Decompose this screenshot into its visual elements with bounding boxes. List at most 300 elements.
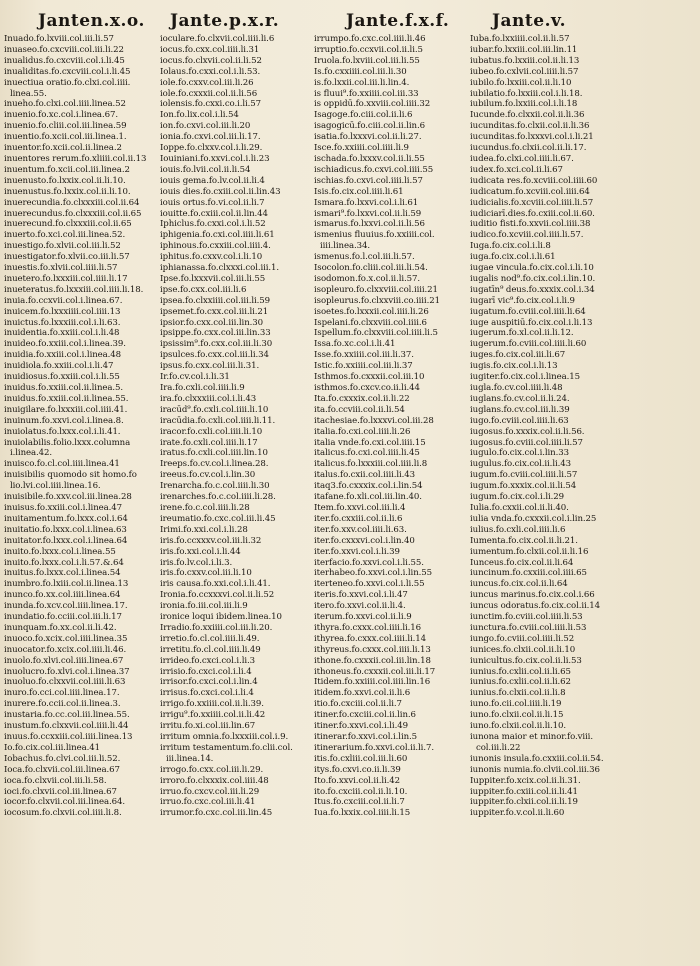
index-entry: Iruola.fo.lxviii.col.iii.li.55 — [314, 55, 420, 66]
index-entry: iudiciarī.dies.fo.cxiii.col.ii.60. — [470, 208, 595, 219]
index-entry: iudicialis.fo.xcviii.col.iiii.li.57 — [470, 197, 594, 208]
column-heading: Jante.v. — [492, 11, 567, 31]
index-entry: iunices.fo.clxii.col.ii.li.10 — [470, 644, 576, 655]
index-entry: italia.fo.cxi.col.iiii.li.26 — [314, 426, 411, 437]
index-entry: inuito.fo.lxxx.col.i.linea.55 — [4, 546, 116, 557]
index-entry: iterum.fo.xxvi.col.ii.li.9 — [314, 612, 412, 623]
index-entry: Ispellum.fo.clxxviii.col.iiii.li.5 — [314, 328, 438, 339]
index-entry: inuitatio.fo.lxxx.col.i.linea.63 — [4, 524, 127, 535]
index-entry: iuno.fo.cii.col.iiii.li.19 — [470, 699, 562, 710]
index-entry: iouis dies.fo.cxiii.col.ii.lin.43 — [160, 186, 281, 197]
index-entry: inuoco.fo.xcix.col.iiii.linea.35 — [4, 633, 128, 644]
index-entry: ipsippe.fo.cxx.col.iii.lin.33 — [160, 328, 271, 339]
index-entry: Is.fo.cxxiiii.col.iii.li.30 — [314, 66, 407, 77]
index-entry: inundatio.fo.cciii.col.iii.li.17 — [4, 612, 122, 623]
index-entry: Iolaus.fo.cxxi.col.i.li.53. — [160, 66, 261, 77]
index-entry: Ioppe.fo.clxxv.col.i.li.29. — [160, 143, 263, 154]
index-entry: iugalis nod⁹.fo.cix.col.i.lin.10. — [470, 273, 596, 284]
index-entry: ipsulces.fo.cxx.col.iii.li.34 — [160, 350, 269, 361]
index-entry: iocosum.fo.clxvii.col.iiii.li.8. — [4, 808, 122, 819]
index-entry: iris.fo.ccxxxv.col.iii.li.32 — [160, 535, 262, 546]
index-entry: isodomon.fo.x.col.ii.li.57. — [314, 273, 421, 284]
index-entry: iii.linea.14. — [166, 753, 214, 764]
index-entry: Iouiniani.fo.xxvi.col.i.li.23 — [160, 153, 270, 164]
index-entry: iugarī vic⁹.fo.cix.col.i.li.9 — [470, 295, 575, 306]
index-entry: italicus.fo.cxi.col.iiii.li.45 — [314, 448, 420, 459]
index-entry: iubeo.fo.cxlvii.col.iiii.li.57 — [470, 66, 579, 77]
index-entry: iuge auspitiū.fo.cix.col.i.li.13 — [470, 317, 593, 328]
index-entry: iuncus.fo.cix.col.ii.li.64 — [470, 579, 568, 590]
index-entry: inuenustus.fo.lxxix.col.ii.li.10. — [4, 186, 131, 197]
index-entry: iunius.fo.cxlii.col.ii.li.62 — [470, 677, 571, 688]
index-entry: italia vnde.fo.cxi.col.iiii.15 — [314, 437, 426, 448]
index-entry: iugum.fo.cix.col.i.li.29 — [470, 492, 564, 503]
index-entry: iuncinum.fo.cxxiii.col.iiii.65 — [470, 568, 587, 579]
index-entry: Ireeps.fo.cv.col.i.linea.28. — [160, 459, 269, 470]
index-entry: itiner.fo.cxciii.col.ii.lin.6 — [314, 710, 416, 721]
index-entry: irrumpo.fo.cxc.col.iiii.li.46 — [314, 34, 426, 44]
index-entry: iole.fo.cxxv.col.iii.li.26 — [160, 77, 254, 88]
index-entry: ionia.fo.cxvi.col.iii.li.17. — [160, 132, 261, 143]
index-entry: iracūdia.fo.cxli.col.iiii.li.11. — [160, 415, 276, 426]
index-entry: inustum.fo.clxxvii.col.iiii.li.44 — [4, 721, 129, 732]
index-entry: Iuba.fo.lxxiiii.col.ii.li.57 — [470, 34, 570, 44]
index-entry: inuerecundia.fo.clxxxiii.col.ii.64 — [4, 197, 140, 208]
index-entry: ithone.fo.cxxxii.col.iii.lin.18 — [314, 655, 431, 666]
index-entry: itafane.fo.xli.col.iii.lin.40. — [314, 492, 422, 503]
index-entry: iiii.linea.34. — [320, 241, 370, 252]
index-entry: iris causa.fo.xxi.col.i.li.41. — [160, 579, 271, 590]
index-entry: ismenius fluuius.fo.xxiiii.col. — [314, 230, 435, 241]
index-entry: ironia.fo.iii.col.iii.li.9 — [160, 601, 248, 612]
index-entry: Itidem.fo.xxiiii.col.iiii.lin.16 — [314, 677, 431, 688]
index-entry: inuectiua oratio.fo.clxi.col.iiii. — [4, 77, 131, 88]
index-entry: Istic.fo.xxiiii.col.iii.li.37 — [314, 361, 413, 372]
index-entry: Iumenta.fo.cix.col.ii.li.21. — [470, 535, 578, 546]
index-entry: itaq3.fo.cxxxix.col.i.lin.54 — [314, 481, 423, 492]
column-heading: Jante.p.x.r. — [170, 11, 280, 31]
index-entry: iubatus.fo.lxxiii.col.ii.li.13 — [470, 55, 580, 66]
index-entry: Ira.fo.cxli.col.iiii.li.9 — [160, 383, 245, 393]
index-entry: irene.fo.c.col.iiii.li.28 — [160, 502, 250, 513]
index-entry: inualiditas.fo.cxcviii.col.i.li.45 — [4, 66, 131, 77]
index-entry: ioca.fo.clxvii.col.iii.li.58. — [4, 775, 107, 786]
index-entry: ismari⁹.fo.lxxvi.col.ii.li.59 — [314, 208, 422, 219]
index-entry: iucundus.fo.clxii.col.ii.li.17. — [470, 143, 587, 154]
index-entry: iugerum.fo.cviii.col.iiii.li.60 — [470, 339, 587, 350]
index-column-3 — [314, 8, 474, 819]
index-entry: iudea.fo.clxi.col.iiii.li.67. — [470, 153, 574, 164]
index-entry: irrisus.fo.cxci.col.i.li.4 — [160, 688, 254, 699]
index-entry: inuidiola.fo.xxiii.col.i.li.47 — [4, 361, 114, 372]
index-entry: iterfacio.fo.xxvi.col.i.li.55. — [314, 557, 424, 568]
index-entry: inuito.fo.lxxx.col.i.li.57.&.64 — [4, 557, 124, 568]
index-entry: iudex.fo.xci.col.ii.li.67 — [470, 164, 563, 175]
index-entry: ipsea.fo.clxxiiii.col.iii.li.59 — [160, 295, 271, 306]
index-entry: iugatīn⁹ deus.fo.xxxix.col.i.34 — [470, 284, 595, 295]
index-entry: iphianassa.fo.clxxxi.col.iii.1. — [160, 263, 280, 274]
index-column-2 — [160, 8, 338, 819]
index-entry: iouitte.fo.cxiii.col.ii.lin.44 — [160, 208, 268, 219]
index-entry: iugla.fo.cv.col.iiii.li.48 — [470, 383, 563, 393]
index-entry: iphinous.fo.cxxiii.col.iiii.4. — [160, 241, 271, 252]
index-entry: itis.fo.cxliii.col.iii.li.60 — [314, 753, 408, 764]
index-entry: inueteratus.fo.lxxxiii.col.iiii.li.18. — [4, 284, 144, 295]
index-entry: ithyra.fo.cxxx.col.iiii.li.16 — [314, 622, 422, 633]
index-entry: irrideo.fo.cxci.col.i.li.3 — [160, 655, 255, 666]
index-entry: Ir.fo.cv.col.i.li.31 — [160, 372, 230, 383]
index-entry: inuerecund.fo.clxxxiii.col.ii.65 — [4, 219, 132, 230]
index-entry: itiner.fo.xxvi.col.i.li.49 — [314, 721, 408, 732]
index-entry: iugatum.fo.cviii.col.iiii.li.64 — [470, 306, 586, 317]
index-entry: iunona maior et minor.fo.viii. — [470, 732, 593, 742]
index-entry: iole.fo.cxxxii.col.ii.li.56 — [160, 88, 258, 99]
index-entry: iratus.fo.cxli.col.iiii.lin.10 — [160, 448, 268, 459]
index-entry: Isthmos.fo.cxxxii.col.iii.10 — [314, 372, 425, 383]
index-entry: iulia vnda.fo.cxxxii.col.i.lin.25 — [470, 513, 597, 524]
index-entry: ithyreus.fo.cxxx.col.iiii.li.13 — [314, 644, 431, 655]
index-entry: italicus.fo.lxxxiii.col.iiii.li.8 — [314, 459, 428, 470]
index-entry: inuolucro.fo.xlvi.col.i.linea.37 — [4, 666, 130, 677]
index-entry: inuigilare.fo.lxxxiii.col.iiii.41. — [4, 404, 128, 415]
index-entry: ipsus.fo.cxx.col.iii.li.31. — [160, 361, 260, 372]
index-entry: inuisibilis quomodo sit homo.fo — [4, 470, 137, 481]
index-entry: iter.fo.cxxxvi.col.i.lin.40 — [314, 535, 415, 546]
index-entry: iugis.fo.cix.col.i.li.13 — [470, 361, 558, 372]
index-entry: inumbro.fo.lxiii.col.ii.linea.13 — [4, 579, 129, 590]
index-entry: irrumor.fo.cxc.col.iii.lin.45 — [160, 808, 273, 819]
index-entry: ira.fo.clxxxiii.col.i.li.43 — [160, 393, 257, 404]
index-entry: irrisio.fo.cxci.col.i.li.4 — [160, 666, 252, 677]
index-entry: ita.fo.ccviii.col.ii.li.54 — [314, 404, 405, 415]
index-entry: ithyrea.fo.cxxx.col.iiii.li.14 — [314, 633, 427, 644]
index-entry: inuerecundus.fo.clxxxiii.col.ii.65 — [4, 208, 142, 219]
index-entry: iuditio fisti.fo.xxvii.col.iiii.38 — [470, 219, 591, 230]
index-entry: iubilatio.fo.lxxiii.col.i.li.18. — [470, 88, 583, 99]
index-entry: Ironia.fo.ccxxxvi.col.ii.li.52 — [160, 590, 275, 601]
index-entry: inuaseo.fo.cxcviii.col.iii.li.22 — [4, 44, 124, 55]
index-entry: itio.fo.cxciii.col.ii.li.7 — [314, 699, 402, 710]
index-entry: inuisibile.fo.xxv.col.iii.linea.28 — [4, 492, 132, 503]
index-entry: irruo.fo.cxcv.col.iii.li.29 — [160, 786, 260, 797]
index-entry: ischias.fo.cxvi.col.iiii.li.57 — [314, 175, 423, 186]
index-entry: is fluui⁹.fo.xxiiii.col.iii.33 — [314, 88, 419, 99]
index-entry: irretitu.fo.cl.col.iiii.li.49 — [160, 644, 261, 655]
index-entry: iris.fo.xxi.col.i.li.44 — [160, 546, 241, 557]
index-entry: irruptio.fo.ccxvii.col.ii.li.5 — [314, 44, 423, 55]
index-entry: inurere.fo.ccii.col.ii.linea.3. — [4, 699, 121, 710]
index-entry: iolensis.fo.cxxi.co.i.li.57 — [160, 99, 262, 110]
index-entry: Iuppiter.fo.xcix.col.ii.li.31. — [470, 775, 581, 786]
index-entry: Ismara.fo.lxxvi.col.i.li.61 — [314, 197, 419, 208]
index-entry: irrisor.fo.cxci.col.i.lin.4 — [160, 677, 258, 688]
index-entry: irritu.fo.xi.col.iii.lin.67 — [160, 721, 256, 732]
index-entry: ipsissim⁹.fo.cxx.col.iii.li.30 — [160, 339, 273, 350]
index-entry: Item.fo.xxvi.col.iii.li.4 — [314, 502, 406, 513]
index-entry: inunda.fo.xcv.col.iiii.linea.17. — [4, 601, 128, 612]
index-entry: irruo.fo.cxc.col.iii.li.41 — [160, 797, 256, 808]
index-entry: Ipse.fo.lxxxvii.col.iii.li.55 — [160, 273, 266, 284]
index-entry: irretio.fo.cl.col.iiii.li.49. — [160, 633, 260, 644]
index-entry: iteris.fo.xxvi.col.i.li.47 — [314, 590, 408, 601]
index-entry: inuisco.fo.cl.col.iiii.linea.41 — [4, 459, 120, 470]
index-entry: inuisus.fo.xxiii.col.i.linea.47 — [4, 502, 123, 513]
index-entry: inuitus.fo.lxxx.col.i.linea.54 — [4, 568, 121, 579]
index-entry: inustaria.fo.cc.col.iii.linea.55. — [4, 710, 130, 721]
index-entry: iuppiter.fo.v.col.ii.li.60 — [470, 808, 565, 819]
index-entry: inuidia.fo.xxiii.col.i.linea.48 — [4, 350, 122, 361]
index-entry: Itus.fo.cxciii.col.ii.li.7 — [314, 797, 405, 808]
index-entry: iris.fo.cxxv.col.iii.li.10 — [160, 568, 252, 579]
index-entry: inuoluo.fo.clxxvii.col.iiii.li.63 — [4, 677, 126, 688]
index-entry: inuenusto.fo.lxxix.col.ii.li.10. — [4, 175, 126, 186]
index-entry: irrigo.fo.xxiiii.col.ii.li.39. — [160, 699, 264, 710]
index-entry: Isce.fo.xxiiii.col.iiii.li.9 — [314, 143, 409, 154]
index-entry: iuppiter.fo.clxii.col.ii.li.19 — [470, 797, 578, 808]
index-entry: iuglans.fo.cv.col.iii.li.39 — [470, 404, 570, 415]
index-entry: isthmos.fo.cxcv.co.ii.li.44 — [314, 383, 420, 393]
index-entry: inunco.fo.xx.col.iiii.linea.64 — [4, 590, 121, 601]
index-entry: inueho.fo.clxi.col.iiii.linea.52 — [4, 99, 126, 110]
index-entry: Iucunde.fo.clxxii.col.ii.li.36 — [470, 110, 585, 121]
index-entry: iocus.fo.clxvii.col.ii.li.52 — [160, 55, 262, 66]
index-entry: inuolo.fo.xlvi.col.iiii.linea.67 — [4, 655, 124, 666]
index-entry: iunonis numia.fo.clvii.col.iii.36 — [470, 764, 600, 775]
index-entry: ireeus.fo.cv.col.i.lin.30 — [160, 470, 256, 481]
index-entry: inuentor.fo.xcii.col.ii.linea.2 — [4, 143, 122, 154]
index-entry: iugulus.fo.cix.col.ii.li.43 — [470, 459, 571, 470]
index-entry: inuestigator.fo.xlvii.co.iii.li.57 — [4, 252, 130, 263]
index-entry: iulius.fo.cxli.col.iiii.li.6 — [470, 524, 566, 535]
index-entry: itys.fo.cxvi.co.ii.li.39 — [314, 764, 401, 775]
column-heading: Janten.x.o. — [38, 11, 145, 31]
index-entry: ito.fo.cxciii.col.ii.li.10. — [314, 786, 408, 797]
index-entry: isopleurus.fo.clxxviii.co.iiii.21 — [314, 295, 440, 306]
index-entry: iphigenia.fo.cxi.col.iiii.li.61 — [160, 230, 275, 241]
index-entry: Irradio.fo.xxiiii.col.iii.li.20. — [160, 622, 273, 633]
index-entry: iubilo.fo.lxxiii.col.ii.li.10 — [470, 77, 572, 88]
index-entry: iter.fo.cxxiii.col.ii.li.6 — [314, 513, 403, 524]
index-entry: iunctura.fo.cviii.col.iiii.li.53 — [470, 622, 587, 633]
index-entry: Iphiclus.fo.cxxi.col.i.li.52 — [160, 219, 266, 230]
index-entry: Ito.fo.xxvi.col.ii.li.42 — [314, 775, 401, 786]
index-entry: ipsior.fo.cxx.col.iii.lin.30 — [160, 317, 263, 328]
index-entry: is.fo.lxxii.col.iii.li.lin.4. — [314, 77, 410, 88]
index-entry: Iua.fo.lxxix.col.iiii.li.15 — [314, 808, 411, 819]
index-entry: iudicatum.fo.xcviii.col.iiii.64 — [470, 186, 590, 197]
index-entry: ioculare.fo.clxvii.col.iiii.li.6 — [160, 34, 275, 44]
index-entry: inuiolabilis.folio.lxxx.columna — [4, 437, 131, 448]
index-entry: inuerto.fo.xci.col.iii.linea.52. — [4, 230, 126, 241]
index-entry: iugo.fo.cviii.col.iiii.li.63 — [470, 415, 569, 426]
index-entry: inuidus.fo.xxiii.col.ii.linea.5. — [4, 383, 124, 393]
index-entry: ischada.fo.lxxxv.col.ii.li.55 — [314, 153, 425, 164]
index-entry: iugae vincula.fo.cix.col.i.li.10 — [470, 263, 594, 274]
index-entry: Iunceus.fo.cix.col.ii.li.64 — [470, 557, 574, 568]
index-entry: inuidus.fo.xxiii.col.ii.linea.55. — [4, 393, 129, 404]
index-entry: iunctim.fo.cviii.col.iiii.li.53 — [470, 612, 583, 623]
index-entry: iudico.fo.xcviii.col.iiii.li.57. — [470, 230, 584, 241]
index-entry: ipsemet.fo.cxx.col.iii.li.21 — [160, 306, 269, 317]
column-heading: Jante.f.x.f. — [346, 11, 450, 31]
index-entry: iumentum.fo.clxii.col.ii.li.16 — [470, 546, 589, 557]
index-entry: iter.fo.xxv.col.iiii.li.63. — [314, 524, 407, 535]
index-entry: Isse.fo.xxiiii.col.iii.li.37. — [314, 350, 414, 361]
index-entry: iugulo.fo.cix.col.i.lin.33 — [470, 448, 569, 459]
index-entry: itinerarium.fo.xxvi.col.ii.li.7. — [314, 742, 434, 753]
index-entry: iocor.fo.clxvii.col.iii.linea.64. — [4, 797, 126, 808]
index-entry: iunicultus.fo.cix.col.ii.li.53 — [470, 655, 582, 666]
index-entry: isoetes.fo.lxxxii.col.iiii.li.26 — [314, 306, 429, 317]
index-entry: iucunditas.fo.lxxxvi.col.i.li.21 — [470, 132, 594, 143]
index-entry: col.iii.li.22 — [476, 742, 521, 753]
index-entry: iugum.fo.xxxix.col.ii.li.54 — [470, 481, 577, 492]
index-column-1 — [4, 8, 164, 819]
index-entry: iris.fo.lv.col.i.li.3. — [160, 557, 233, 568]
index-entry: inunquam.fo.xx.col.ii.li.42. — [4, 622, 117, 633]
index-entry: iouis ortus.fo.vi.col.ii.li.7 — [160, 197, 265, 208]
index-entry: inuideo.fo.xxiii.col.i.linea.39. — [4, 339, 126, 350]
index-entry: inuetero.fo.lxxxiii.col.iiii.li.17 — [4, 273, 128, 284]
index-entry: itero.fo.xxvi.col.ii.li.4. — [314, 601, 406, 612]
index-entry: Isagoge.fo.ciii.col.ii.li.6 — [314, 110, 413, 121]
index-entry: iracūd⁹.fo.cxli.col.iiii.li.10 — [160, 404, 269, 415]
index-entry: inuitator.fo.lxxx.col.i.linea.64 — [4, 535, 128, 546]
index-entry: iouis.fo.lvii.col.ii.li.54 — [160, 164, 251, 175]
index-entry: Ion.fo.lix.col.i.li.54 — [160, 110, 239, 121]
index-entry: iugosus.fo.cviii.col.iiii.li.57 — [470, 437, 583, 448]
index-entry: inuus.fo.ccxxiii.col.iiii.linea.13 — [4, 732, 133, 742]
index-entry: iuppiter.fo.cxiii.col.ii.li.41 — [470, 786, 578, 797]
entry-list — [4, 34, 164, 819]
index-entry: iubar.fo.lxxiii.col.iii.lin.11 — [470, 44, 578, 55]
entry-list — [314, 34, 474, 819]
index-entry: ismarus.fo.lxxvi.col.ii.li.56 — [314, 219, 425, 230]
index-entry: iouis gema.fo.lv.col.ii.li.4 — [160, 175, 265, 186]
index-entry: iugerum.fo.xl.col.ii.li.12. — [470, 328, 574, 339]
index-entry: iter.fo.xxvi.col.i.li.39 — [314, 546, 400, 557]
index-entry: iuno.fo.clxii.col.ii.li.10. — [470, 721, 567, 732]
index-entry: i.linea.42. — [10, 448, 53, 459]
index-entry: ion.fo.cxvi.col.iii.li.20 — [160, 121, 251, 132]
index-entry: iphitus.fo.cxxv.col.i.li.10 — [160, 252, 263, 263]
index-entry: irenarches.fo.c.col.iiii.li.28. — [160, 492, 276, 503]
index-entry: inuidiosus.fo.xxiii.col.i.li.55 — [4, 372, 120, 383]
index-entry: irrogo.fo.cxx.col.iii.li.29. — [160, 764, 264, 775]
index-entry: itachesiae.fo.lxxxvi.col.iii.28 — [314, 415, 434, 426]
index-entry: iterteneo.fo.xxvi.col.i.li.55 — [314, 579, 425, 590]
index-entry: Iobachus.fo.clvi.col.iii.li.52. — [4, 753, 121, 764]
index-entry: iocus.fo.cxx.col.iiii.li.31 — [160, 44, 260, 55]
index-entry: Issa.fo.xc.col.i.li.41 — [314, 339, 396, 350]
index-entry: inuocator.fo.xcix.col.iiii.li.46. — [4, 644, 127, 655]
index-entry: iugiter.fo.cix.col.i.linea.15 — [470, 372, 580, 383]
index-entry: inuinum.fo.xxvi.col.i.linea.8. — [4, 415, 124, 426]
index-entry: isopleuro.fo.clxxviii.col.iiii.21 — [314, 284, 438, 295]
index-entry: iuncus marinus.fo.cix.col.i.66 — [470, 590, 595, 601]
index-entry: ipse.fo.cxx.col.iii.li.6 — [160, 284, 247, 295]
index-entry: iudicata res.fo.xcviii.col.iiii.60 — [470, 175, 598, 186]
index-entry: Iulia.fo.cxxii.col.ii.li.40. — [470, 502, 569, 513]
index-entry: inuenio.fo.xc.col.i.linea.67. — [4, 110, 118, 121]
index-entry: ioci.fo.clxvii.col.iii.linea.67 — [4, 786, 117, 797]
index-entry: Ita.fo.cxxxix.col.ii.li.22 — [314, 393, 410, 404]
index-entry: ismenus.fo.l.col.iii.li.57. — [314, 252, 415, 263]
index-entry: ireumatio.fo.cxc.col.iii.li.45 — [160, 513, 276, 524]
index-entry: itidem.fo.xxvi.col.ii.li.6 — [314, 688, 411, 699]
index-entry: iterhabeo.fo.xxvi.col.i.lin.55 — [314, 568, 433, 579]
index-entry: inuentum.fo.xcii.col.iii.linea.2 — [4, 164, 130, 175]
index-entry: iunius.fo.cxlii.col.ii.li.65 — [470, 666, 571, 677]
index-entry: iracor.fo.cxli.col.iiii.li.10 — [160, 426, 263, 437]
index-entry: Iuga.fo.cix.col.i.li.8 — [470, 241, 551, 252]
entry-list — [470, 34, 696, 819]
index-entry: inuitamentum.fo.lxxx.col.i.64 — [4, 513, 128, 524]
index-entry: iugosus.fo.xxxix.col.ii.li.56. — [470, 426, 585, 437]
index-entry: ischiadicus.fo.cxvi.col.iiii.55 — [314, 164, 434, 175]
index-entry: inualidus.fo.cxcviii.col.i.li.45 — [4, 55, 125, 66]
index-entry: inuidentia.fo.xxiii.col.i.li.48 — [4, 328, 120, 339]
index-entry: inuia.fo.ccxvii.col.i.linea.67. — [4, 295, 123, 306]
index-entry: iuga.fo.cix.col.i.li.61 — [470, 252, 556, 263]
index-entry: itinerar.fo.xxvi.col.i.lin.5 — [314, 732, 418, 742]
index-entry: Inuado.fo.lxviii.col.iii.li.57 — [4, 34, 114, 44]
index-entry: Ispelani.fo.clxxviii.col.iiii.6 — [314, 317, 427, 328]
index-entry: inuentores rerum.fo.xliiii.col.ii.13 — [4, 153, 147, 164]
index-entry: irate.fo.cxli.col.iiii.li.17 — [160, 437, 258, 448]
index-entry: iuges.fo.cix.col.iii.li.67 — [470, 350, 566, 361]
index-entry: iuncus odoratus.fo.cix.col.ii.14 — [470, 601, 601, 612]
index-entry: lio.lvi.col.iiii.linea.16. — [10, 481, 101, 492]
index-entry: Isis.fo.cix.col.iiii.li.61 — [314, 186, 404, 197]
index-entry: inuiolatus.fo.lxxx.col.i.li.41. — [4, 426, 121, 437]
index-entry: inuestis.fo.xlvii.col.iiii.li.57 — [4, 263, 118, 274]
index-entry: iuno.fo.clxii.col.ii.li.15 — [470, 710, 564, 721]
index-entry: irrigu⁹.fo.xxiiii.col.ii.li.42 — [160, 710, 266, 721]
index-entry: isagogicū.fo.ciii.col.ii.lin.6 — [314, 121, 425, 132]
index-entry: isatia.fo.lxxxvi.col.ii.li.27. — [314, 132, 422, 143]
index-entry: inuestigo.fo.xlvii.col.iii.li.52 — [4, 241, 121, 252]
index-entry: iungo.fo.cviii.col.iiii.li.52 — [470, 633, 575, 644]
index-entry: inuenio.fo.cliii.col.iii.linea.59 — [4, 121, 127, 132]
index-entry: iubilum.fo.lxxiii.col.i.li.18 — [470, 99, 578, 110]
index-entry: iuglans.fo.cv.col.ii.li.24. — [470, 393, 570, 404]
index-entry: ithoneus.fo.cxxxii.col.iii.li.17 — [314, 666, 436, 677]
index-entry: iucunditas.fo.clxii.col.ii.li.36 — [470, 121, 590, 132]
index-entry: Isocolon.fo.cliii.col.iii.li.54. — [314, 263, 428, 274]
index-entry: iugum.fo.cviii.col.iiii.li.57 — [470, 470, 578, 481]
entry-list — [160, 34, 338, 819]
index-entry: irroro.fo.clxxxix.col.iiii.48 — [160, 775, 269, 786]
index-entry: ironice loqui ibidem.linea.10 — [160, 612, 282, 623]
index-entry: inuentio.fo.xcii.col.iii.linea.1. — [4, 132, 127, 143]
index-column-4 — [470, 8, 696, 819]
index-entry: is oppidū.fo.xxviii.col.iiii.32 — [314, 99, 431, 110]
index-entry: Irimi.fo.xxi.col.i.li.28 — [160, 524, 248, 535]
index-entry: irritum testamentum.fo.clii.col. — [160, 742, 293, 753]
index-entry: inuro.fo.cci.col.iiii.linea.17. — [4, 688, 120, 699]
index-entry: linea.55. — [10, 88, 47, 99]
index-entry: irritum omnia.fo.lxxxiii.col.i.9. — [160, 732, 289, 742]
index-entry: inuictus.fo.lxxxiii.col.i.li.63. — [4, 317, 121, 328]
index-entry: Irenarcha.fo.c.col.iiii.li.30 — [160, 481, 270, 492]
index-entry: iunonis insula.fo.cxxiii.col.ii.54. — [470, 753, 604, 764]
index-entry: italus.fo.cxii.col.iiii.li.43 — [314, 470, 416, 481]
index-entry: Io.fo.cix.col.iii.linea.41 — [4, 742, 100, 753]
index-entry: inuicem.fo.lxxxiiii.col.iiii.13 — [4, 306, 121, 317]
index-entry: Ioca.fo.clxvii.col.iii.linea.67 — [4, 764, 120, 775]
index-entry: iunius.fo.clxii.col.ii.li.8 — [470, 688, 566, 699]
